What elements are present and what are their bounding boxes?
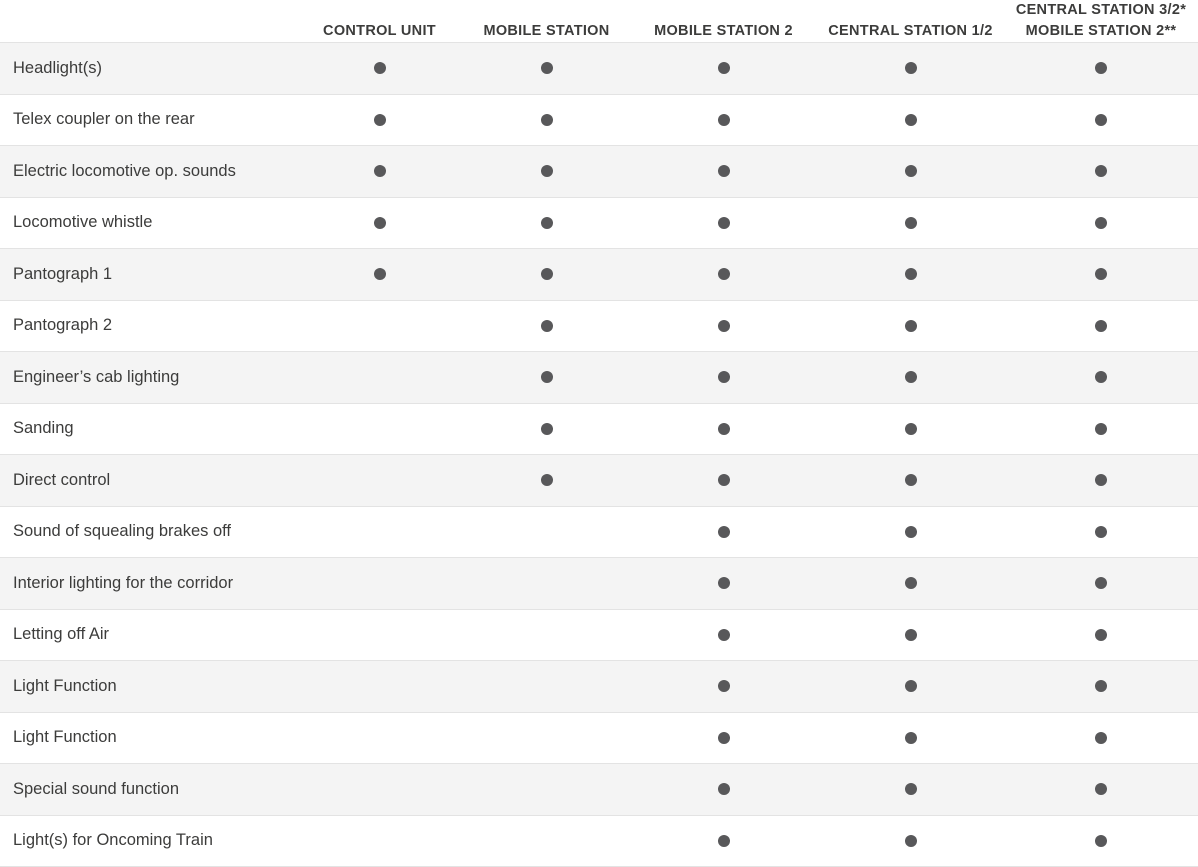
supported-dot-icon <box>541 320 553 332</box>
supported-dot-icon <box>1095 474 1107 486</box>
supported-dot-icon <box>374 268 386 280</box>
support-cell <box>296 352 463 404</box>
support-cell <box>296 94 463 146</box>
support-cell <box>630 455 817 507</box>
support-cell <box>296 455 463 507</box>
support-cell <box>630 352 817 404</box>
support-cell <box>817 455 1004 507</box>
column-header-line: MOBILE STATION <box>483 23 610 40</box>
function-label: Light(s) for Oncoming Train <box>0 815 296 867</box>
support-cell <box>1004 43 1198 95</box>
supported-dot-icon <box>905 371 917 383</box>
column-header-4 <box>817 0 1004 43</box>
supported-dot-icon <box>905 268 917 280</box>
supported-dot-icon <box>1095 783 1107 795</box>
support-cell <box>296 197 463 249</box>
table-row <box>0 455 1198 507</box>
support-cell <box>463 661 630 713</box>
supported-dot-icon <box>905 577 917 589</box>
supported-dot-icon <box>718 62 730 74</box>
table-row <box>0 197 1198 249</box>
supported-dot-icon <box>541 423 553 435</box>
table-row <box>0 661 1198 713</box>
supported-dot-icon <box>541 268 553 280</box>
column-header-5 <box>1004 0 1198 43</box>
table-row <box>0 403 1198 455</box>
support-cell <box>817 764 1004 816</box>
support-cell <box>817 403 1004 455</box>
supported-dot-icon <box>718 526 730 538</box>
support-cell <box>817 609 1004 661</box>
table-row <box>0 764 1198 816</box>
supported-dot-icon <box>905 217 917 229</box>
function-label: Interior lighting for the corridor <box>0 558 296 610</box>
support-cell <box>817 506 1004 558</box>
support-cell <box>1004 352 1198 404</box>
support-cell <box>296 300 463 352</box>
function-label: Pantograph 2 <box>0 300 296 352</box>
table-row <box>0 300 1198 352</box>
supported-dot-icon <box>718 474 730 486</box>
support-cell <box>296 764 463 816</box>
support-cell <box>463 712 630 764</box>
supported-dot-icon <box>718 371 730 383</box>
supported-dot-icon <box>905 165 917 177</box>
column-header-2 <box>463 0 630 43</box>
support-cell <box>817 661 1004 713</box>
supported-dot-icon <box>905 423 917 435</box>
supported-dot-icon <box>905 835 917 847</box>
function-label: Pantograph 1 <box>0 249 296 301</box>
supported-dot-icon <box>374 62 386 74</box>
supported-dot-icon <box>541 474 553 486</box>
support-cell <box>463 197 630 249</box>
support-cell <box>817 558 1004 610</box>
support-cell <box>817 352 1004 404</box>
supported-dot-icon <box>1095 62 1107 74</box>
table-row <box>0 712 1198 764</box>
function-label: Locomotive whistle <box>0 197 296 249</box>
supported-dot-icon <box>374 165 386 177</box>
supported-dot-icon <box>905 732 917 744</box>
supported-dot-icon <box>718 268 730 280</box>
support-cell <box>630 506 817 558</box>
support-cell <box>630 43 817 95</box>
support-cell <box>1004 146 1198 198</box>
column-header-line: CONTROL UNIT <box>323 23 436 40</box>
support-cell <box>817 249 1004 301</box>
column-header-1 <box>296 0 463 43</box>
table-row <box>0 609 1198 661</box>
support-cell <box>630 403 817 455</box>
support-cell <box>1004 94 1198 146</box>
support-cell <box>296 43 463 95</box>
support-cell <box>296 712 463 764</box>
column-header-line: CENTRAL STATION 3/2* <box>1015 2 1187 18</box>
supported-dot-icon <box>374 217 386 229</box>
supported-dot-icon <box>1095 268 1107 280</box>
function-label: Sound of squealing brakes off <box>0 506 296 558</box>
support-cell <box>817 94 1004 146</box>
support-cell <box>817 146 1004 198</box>
support-cell <box>630 712 817 764</box>
support-cell <box>1004 506 1198 558</box>
function-label: Sanding <box>0 403 296 455</box>
support-cell <box>463 764 630 816</box>
support-cell <box>630 197 817 249</box>
support-cell <box>817 43 1004 95</box>
support-cell <box>463 300 630 352</box>
support-cell <box>817 300 1004 352</box>
support-cell <box>296 815 463 867</box>
support-cell <box>1004 609 1198 661</box>
support-cell <box>630 249 817 301</box>
table-row <box>0 146 1198 198</box>
support-cell <box>630 815 817 867</box>
table-row <box>0 558 1198 610</box>
support-cell <box>1004 661 1198 713</box>
supported-dot-icon <box>718 423 730 435</box>
support-cell <box>296 249 463 301</box>
support-cell <box>630 558 817 610</box>
column-header-line: MOBILE STATION 2 <box>654 23 793 40</box>
support-cell <box>630 146 817 198</box>
supported-dot-icon <box>905 680 917 692</box>
table-row <box>0 94 1198 146</box>
support-cell <box>1004 300 1198 352</box>
support-cell <box>296 506 463 558</box>
column-header-3 <box>630 0 817 43</box>
table-row <box>0 249 1198 301</box>
support-cell <box>1004 455 1198 507</box>
function-label: Electric locomotive op. sounds <box>0 146 296 198</box>
supported-dot-icon <box>1095 732 1107 744</box>
supported-dot-icon <box>541 217 553 229</box>
supported-dot-icon <box>541 62 553 74</box>
table-body <box>0 43 1198 867</box>
supported-dot-icon <box>1095 526 1107 538</box>
function-label: Engineer’s cab lighting <box>0 352 296 404</box>
function-label: Telex coupler on the rear <box>0 94 296 146</box>
support-cell <box>463 506 630 558</box>
support-cell <box>463 249 630 301</box>
supported-dot-icon <box>718 629 730 641</box>
table-header <box>0 0 1198 43</box>
supported-dot-icon <box>905 62 917 74</box>
support-cell <box>296 661 463 713</box>
support-cell <box>1004 712 1198 764</box>
supported-dot-icon <box>718 680 730 692</box>
function-label: Light Function <box>0 712 296 764</box>
supported-dot-icon <box>1095 629 1107 641</box>
table-row <box>0 815 1198 867</box>
table-row <box>0 43 1198 95</box>
support-cell <box>817 815 1004 867</box>
support-cell <box>463 815 630 867</box>
supported-dot-icon <box>718 783 730 795</box>
support-cell <box>296 146 463 198</box>
support-cell <box>463 352 630 404</box>
support-cell <box>1004 764 1198 816</box>
supported-dot-icon <box>541 114 553 126</box>
supported-dot-icon <box>1095 577 1107 589</box>
support-cell <box>296 558 463 610</box>
table-row <box>0 506 1198 558</box>
support-cell <box>630 300 817 352</box>
support-cell <box>1004 558 1198 610</box>
supported-dot-icon <box>718 320 730 332</box>
supported-dot-icon <box>905 783 917 795</box>
supported-dot-icon <box>541 371 553 383</box>
supported-dot-icon <box>541 165 553 177</box>
supported-dot-icon <box>1095 165 1107 177</box>
support-cell <box>463 455 630 507</box>
support-cell <box>1004 249 1198 301</box>
support-cell <box>1004 197 1198 249</box>
support-cell <box>630 94 817 146</box>
support-cell <box>817 197 1004 249</box>
column-header-line: CENTRAL STATION 1/2 <box>828 23 993 40</box>
supported-dot-icon <box>905 526 917 538</box>
supported-dot-icon <box>374 114 386 126</box>
support-cell <box>463 403 630 455</box>
supported-dot-icon <box>1095 320 1107 332</box>
support-cell <box>630 609 817 661</box>
table-row <box>0 352 1198 404</box>
supported-dot-icon <box>1095 114 1107 126</box>
column-header-label <box>0 0 296 43</box>
support-cell <box>630 661 817 713</box>
function-label: Special sound function <box>0 764 296 816</box>
support-cell <box>1004 815 1198 867</box>
supported-dot-icon <box>718 114 730 126</box>
support-cell <box>296 403 463 455</box>
supported-dot-icon <box>905 629 917 641</box>
supported-dot-icon <box>718 577 730 589</box>
support-cell <box>463 609 630 661</box>
supported-dot-icon <box>1095 217 1107 229</box>
supported-dot-icon <box>1095 423 1107 435</box>
supported-dot-icon <box>905 114 917 126</box>
supported-dot-icon <box>1095 371 1107 383</box>
supported-dot-icon <box>1095 680 1107 692</box>
support-cell <box>463 43 630 95</box>
support-cell <box>630 764 817 816</box>
supported-dot-icon <box>718 835 730 847</box>
support-cell <box>296 609 463 661</box>
supported-dot-icon <box>905 320 917 332</box>
supported-dot-icon <box>718 165 730 177</box>
supported-dot-icon <box>718 732 730 744</box>
table-header-row <box>0 0 1198 43</box>
supported-dot-icon <box>1095 835 1107 847</box>
supported-dot-icon <box>905 474 917 486</box>
function-label: Letting off Air <box>0 609 296 661</box>
supported-dot-icon <box>718 217 730 229</box>
column-header-line: MOBILE STATION 2** <box>1025 23 1177 40</box>
support-cell <box>463 558 630 610</box>
function-label: Headlight(s) <box>0 43 296 95</box>
support-cell <box>1004 403 1198 455</box>
function-label: Direct control <box>0 455 296 507</box>
function-label: Light Function <box>0 661 296 713</box>
support-cell <box>463 94 630 146</box>
support-cell <box>817 712 1004 764</box>
support-cell <box>463 146 630 198</box>
